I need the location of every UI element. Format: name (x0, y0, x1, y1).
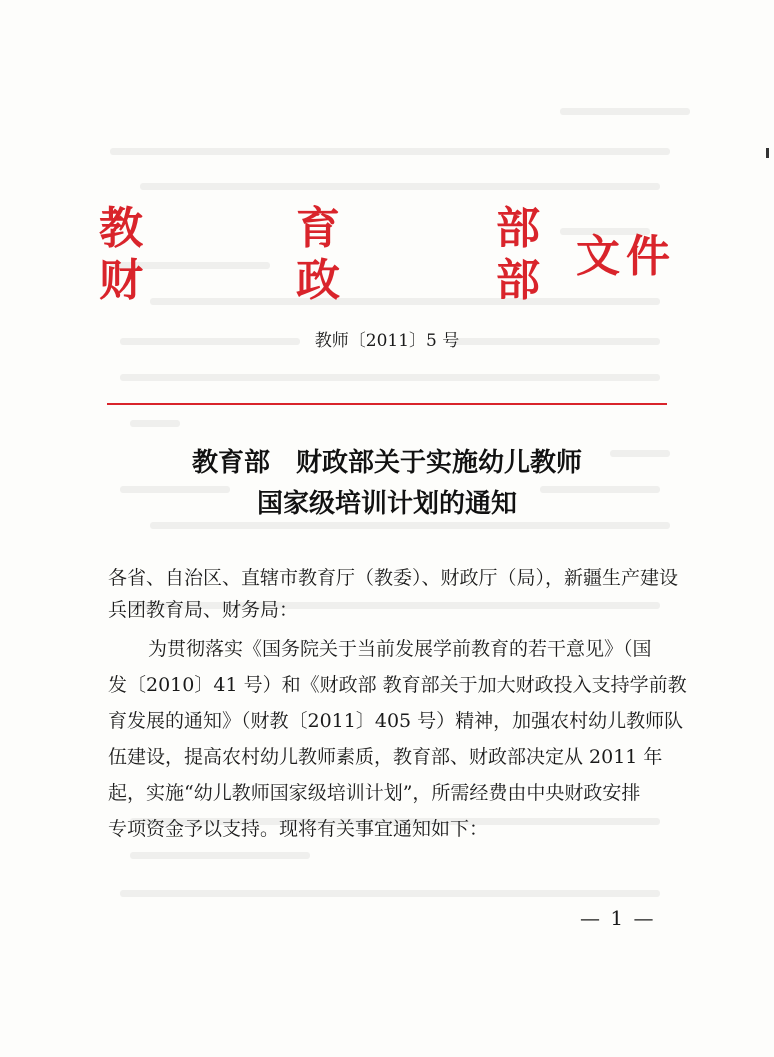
page-number: — 1 — (580, 906, 656, 930)
salutation-line-2: 兵团教育局、财务局： (108, 599, 299, 621)
body-line-4: 伍建设，提高农村幼儿教师素质，教育部、财政部决定从 2011 年 (108, 746, 663, 768)
body-line-1: 为贯彻落实《国务院关于当前发展学前教育的若干意见》（国 (148, 638, 652, 660)
header-char-jian: 件 (626, 231, 670, 282)
header-char-bu-1: 部 (496, 203, 540, 254)
salutation-line-1: 各省、自治区、直辖市教育厅（教委）、财政厅（局），新疆生产建设 (108, 567, 679, 589)
header-char-yu: 育 (296, 203, 340, 254)
body-line-6: 专项资金予以支持。现将有关事宜通知如下： (108, 818, 489, 840)
header-char-jiao: 教 (99, 203, 143, 254)
red-divider-line (107, 403, 667, 405)
header-char-zheng: 政 (296, 255, 340, 306)
body-line-5: 起，实施“幼儿教师国家级培训计划”，所需经费由中央财政安排 (108, 782, 641, 804)
header-char-bu-2: 部 (496, 255, 540, 306)
scan-edge-mark (766, 148, 769, 158)
body-line-2: 发〔2010〕41 号）和《财政部 教育部关于加大财政投入支持学前教 (108, 674, 687, 696)
document-number: 教师〔2011〕5 号 (314, 331, 460, 351)
header-char-wen: 文 (576, 231, 620, 282)
title-line-1: 教育部 财政部关于实施幼儿教师 (191, 448, 582, 478)
body-line-3: 育发展的通知》（财教〔2011〕405 号）精神，加强农村幼儿教师队 (108, 710, 684, 732)
header-char-cai: 财 (99, 255, 143, 306)
title-line-2: 国家级培训计划的通知 (256, 489, 517, 519)
